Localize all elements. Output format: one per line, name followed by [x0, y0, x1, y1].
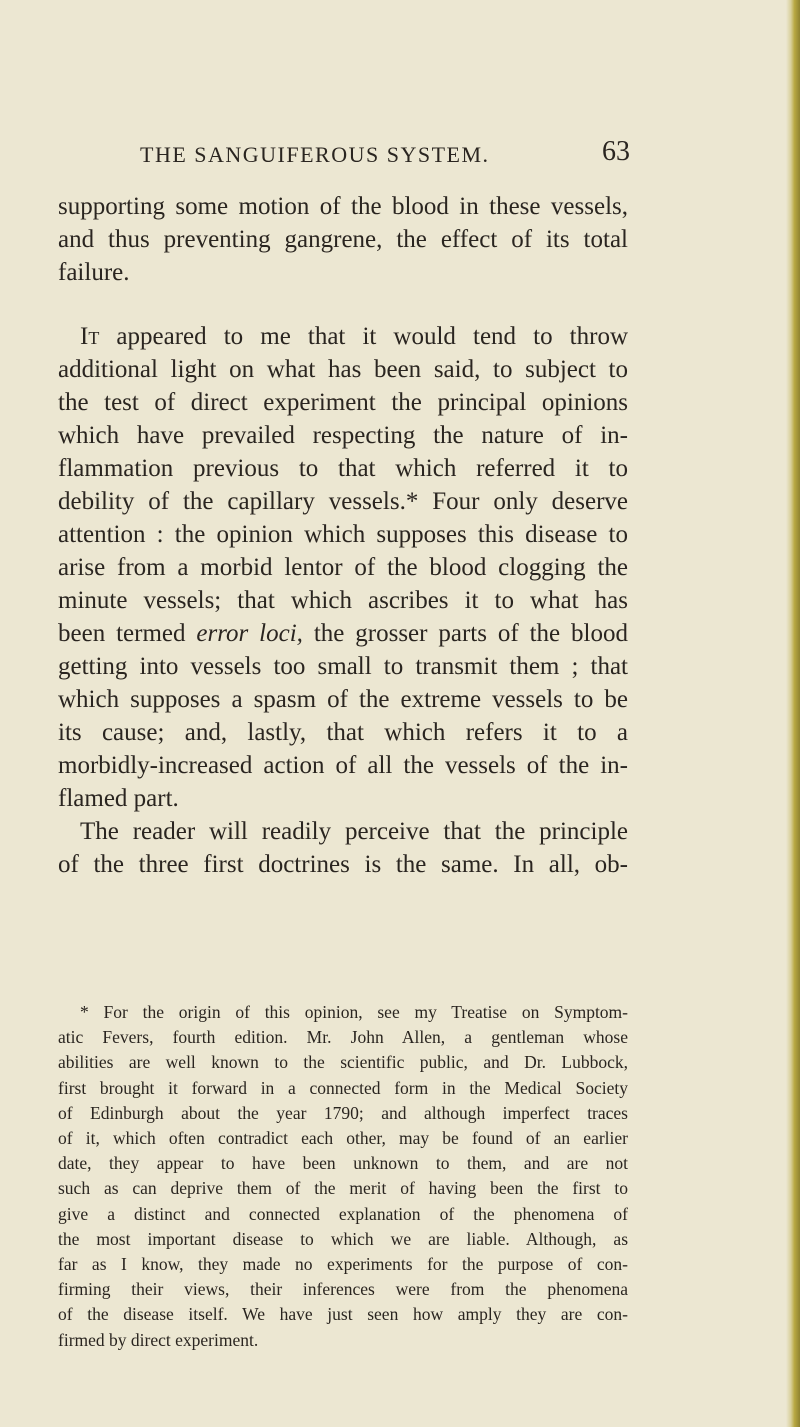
footnote-line: firming their views, their inferences were from the phenomena [58, 1279, 628, 1300]
text-line: getting into vessels too small to transmit them ; that [58, 653, 628, 680]
text-line: supporting some motion of the blood in these vessels, [58, 193, 628, 220]
footnote-line: give a distinct and connected explanation of the phenomena of [58, 1203, 628, 1224]
text-line: of the three first doctrines is the same. In all, ob- [58, 851, 628, 878]
text-line-rest: the grosser parts of the blood [313, 620, 629, 647]
text-line: minute vessels; that which ascribes it to what has [58, 587, 628, 614]
text-line: which have prevailed respecting the nature of in- [58, 422, 628, 449]
text-line: debility of the capillary vessels.* Four only deserve [58, 488, 628, 515]
body-text [58, 190, 628, 881]
text-line-start: been termed [58, 620, 186, 647]
page-header [140, 136, 630, 176]
footnote-line: abilities are well known to the scientific public, and Dr. Lubbock, [58, 1052, 628, 1073]
footnote-line: * For the origin of this opinion, see my Treatise on Symptom- [80, 1002, 628, 1022]
text-line: arise from a morbid lentor of the blood clogging the [58, 554, 628, 581]
page-edge [786, 0, 800, 1427]
text-line: its cause; and, lastly, that which refers it to a [58, 719, 628, 746]
text-line: attention : the opinion which supposes this disease to [58, 521, 628, 548]
page-number: 63 [602, 136, 630, 167]
text-line: failure. [58, 259, 130, 286]
footnote-line: first brought it forward in a connected form in the Medical Society [58, 1077, 628, 1098]
text-line: the test of direct experiment the principal opinions [58, 389, 628, 416]
text-line: which supposes a spasm of the extreme vessels to be [58, 686, 628, 713]
text-line-rest: appeared to me that it would tend to throw [116, 323, 629, 350]
text-line [58, 320, 628, 353]
footnote-line: far as I know, they made no experiments for the purpose of con- [58, 1254, 628, 1275]
text-line: The reader will readily perceive that the principle [80, 818, 628, 845]
italic-term: error loci, [196, 620, 303, 647]
footnote-line: of it, which often contradict each other, may be found of an earlier [58, 1128, 628, 1149]
text-line: additional light on what has been said, to subject to [58, 356, 628, 383]
footnote-line: of Edinburgh about the year 1790; and although imperfect traces [58, 1102, 628, 1123]
footnote-line: such as can deprive them of the merit of having been the first to [58, 1178, 628, 1199]
footnote [58, 1000, 628, 1353]
footnote-line: date, they appear to have been unknown to them, and are not [58, 1153, 628, 1174]
text-line: and thus preventing gangrene, the effect of its total [58, 226, 628, 253]
text-line: flammation previous to that which referred it to [58, 455, 628, 482]
footnote-line: firmed by direct experiment. [58, 1329, 259, 1350]
text-line [58, 617, 628, 650]
paragraph-lead: It [80, 323, 100, 350]
footnote-line: of the disease itself. We have just seen how amply they are con- [58, 1304, 628, 1325]
running-head: THE SANGUIFEROUS SYSTEM. [140, 142, 490, 167]
footnote-line: atic Fevers, fourth edition. Mr. John Allen, a gentleman whose [58, 1027, 628, 1048]
text-line: morbidly-increased action of all the vessels of the in- [58, 752, 628, 779]
footnote-line: the most important disease to which we are liable. Although, as [58, 1228, 628, 1249]
text-line: flamed part. [58, 785, 179, 812]
